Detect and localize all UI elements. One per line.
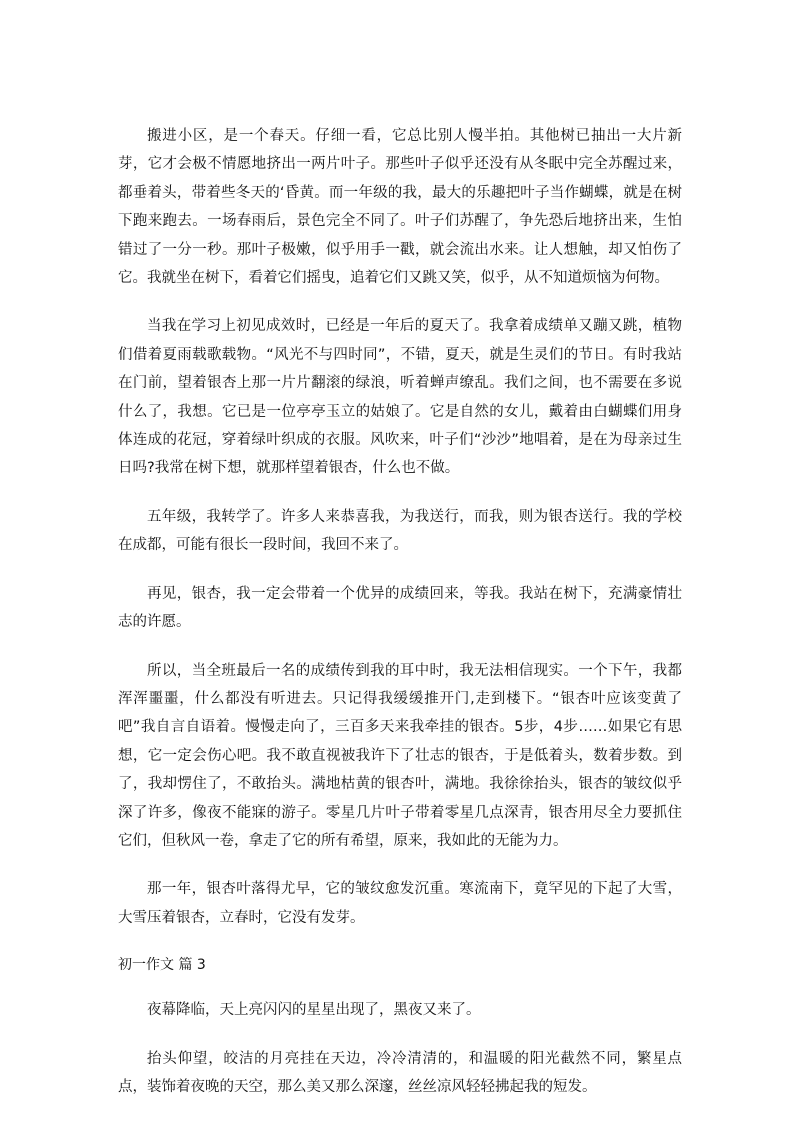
paragraph-2: 当我在学习上初见成效时，已经是一年后的夏天了。我拿着成绩单又蹦又跳，植物们借着夏雨载歌载物。“风光不与四时同”，不错，夏天，就是生灵们的节日。有时我站在门前，望着银杏上那一片片翻滚的绿浪，听着蝉声缭乱。我们之间，也不需要在多说什么了，我想。它已是一位亭亭玉立的姑娘了。它是自然的女儿，戴着由白蝴蝶们用身体连成的花冠，穿着绿叶织成的衣服。风吹来，叶子们“沙沙”地唱着，是在为母亲过生日吗?我常在树下想，就那样望着银杏，什么也不做。 [118,318,682,477]
paragraph-5: 所以，当全班最后一名的成绩传到我的耳中时，我无法相信现实。一个下午，我都浑浑噩噩，什么都没有听进去。只记得我缓缓推开门,走到楼下。“银杏叶应该变黄了吧”我自言自语着。慢慢走向了，三百多天来我牵挂的银杏。5步，4步……如果它有思想，它一定会伤心吧。我不敢直视被我许下了壮志的银杏，于是低着头，数着步数。到了，我却愣住了，不敢抬头。满地枯黄的银杏叶，满地。我徐徐抬头，银杏的皱纹似乎深了许多，像夜不能寐的游子。零星几片叶子带着零星几点深青，银杏用尽全力要抓住它们，但秋风一卷，拿走了它的所有希望，原来，我如此的无能为力。 [118,662,682,849]
paragraph-8: 抬头仰望，皎洁的月亮挂在天边，冷冷清清的，和温暖的阳光截然不同，繁星点点，装饰着夜晚的天空，那么美又那么深邃，丝丝凉风轻轻拂起我的短发。 [118,1050,682,1095]
paragraph-1: 搬进小区，是一个春天。仔细一看，它总比别人慢半拍。其他树已抽出一大片新芽，它才会极不情愿地挤出一两片叶子。那些叶子似乎还没有从冬眠中完全苏醒过来，都垂着头，带着些冬天的‘昏黄。而一年级的我，最大的乐趣把叶子当作蝴蝶，就是在树下跑来跑去。一场春雨后，景色完全不同了。叶子们苏醒了，争先恐后地挤出来，生怕错过了一分一秒。那叶子极嫩，似乎用手一戳，就会流出水来。让人想触，却又怕伤了它。我就坐在树下，看着它们摇曳，追着它们又跳又笑，似乎，从不知道烦恼为何物。 [118,128,682,287]
document-body [118,122,682,1121]
paragraph-3: 五年级，我转学了。许多人来恭喜我，为我送行，而我，则为银杏送行。我的学校在成都，可能有很长一段时间，我回不来了。 [118,508,682,554]
paragraph-7: 夜幕降临，天上亮闪闪的星星出现了，黑夜又来了。 [147,1002,481,1019]
paragraph-4: 再见，银杏，我一定会带着一个优异的成绩回来，等我。我站在树下，充满豪情壮志的许愿。 [118,585,682,631]
paragraph-6: 那一年，银杏叶落得尤早，它的皱纹愈发沉重。寒流南下，竟罕见的下起了大雪，大雪压着银杏，立春时，它没有发芽。 [118,881,682,926]
section-heading: 初一作文 篇 3 [118,957,206,974]
